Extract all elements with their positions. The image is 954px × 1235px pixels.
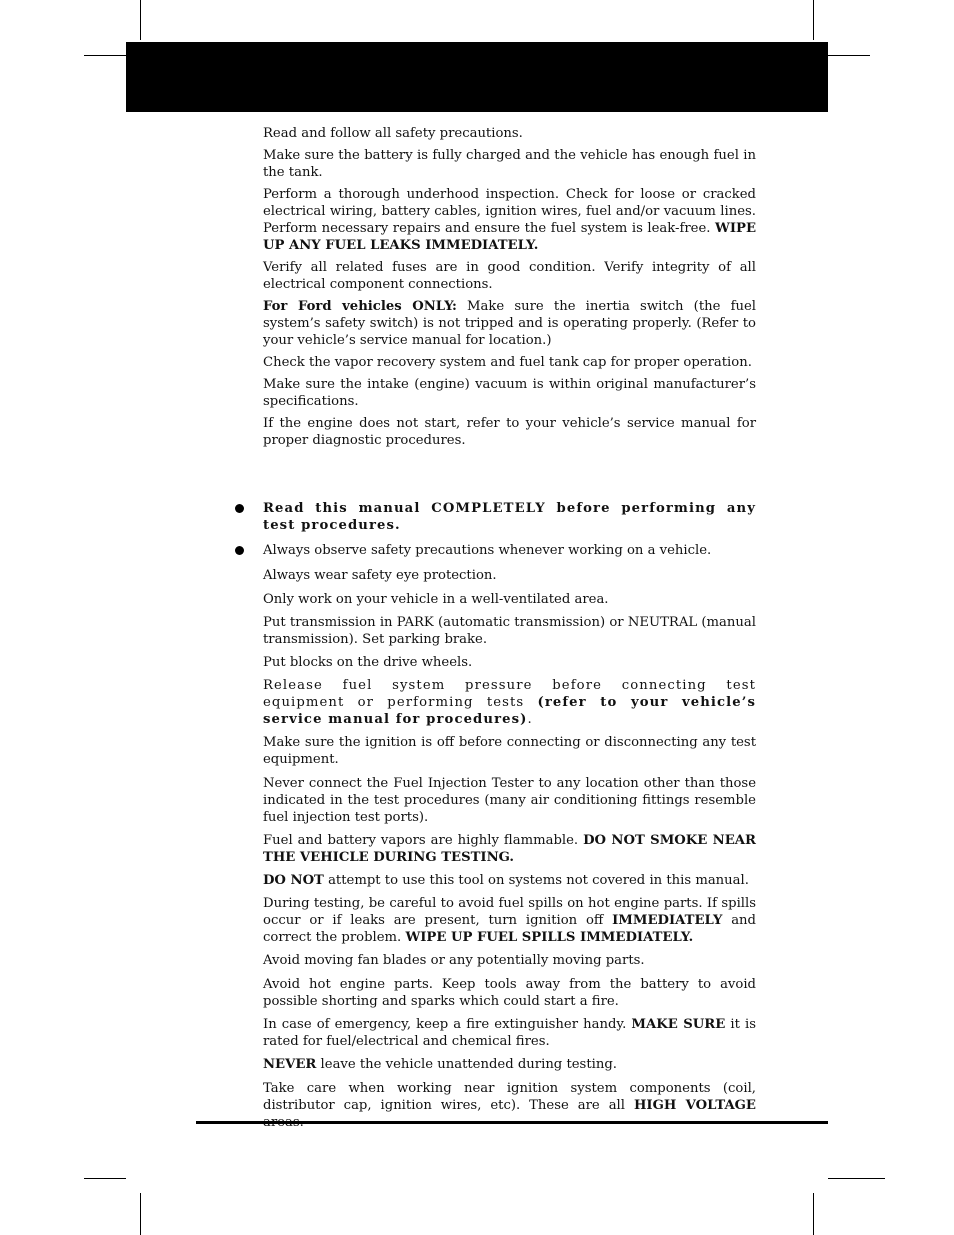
safety-item: In case of emergency, keep a fire extinguisher handy. MAKE SURE it is rated for fuel/electrical and chemical fires.: [263, 1017, 756, 1049]
crop-mark: [140, 1193, 141, 1235]
safety-item: Only work on your vehicle in a well-ventilated area.: [263, 592, 609, 607]
safety-item: Release fuel system pressure before connecting test equipment or performing tests (refer to your vehicle’s service manual for procedures).: [263, 678, 756, 727]
prep-paragraph: Read and follow all safety precautions.: [263, 126, 523, 141]
safety-item: Never connect the Fuel Injection Tester to any location other than those indicated in the test procedures (many air conditioning fittings resemble fuel injection test ports).: [263, 776, 756, 825]
safety-bullet: Always observe safety precautions whenever working on a vehicle.: [263, 543, 712, 558]
bullet-dot: [235, 504, 244, 513]
crop-mark: [813, 1193, 814, 1235]
prep-paragraph: Perform a thorough underhood inspection. Check for loose or cracked electrical wiring, battery cables, ignition wires, fuel and/or vacuum lines. Perform necessary repairs and ensure the fuel system is leak-free. WIPE UP ANY FUEL LEAKS IMMEDIATELY.: [263, 187, 756, 253]
safety-item: During testing, be careful to avoid fuel spills on hot engine parts. If spills occur or if leaks are present, turn ignition off IMMEDIATELY and correct the problem. WIPE UP FUEL SPILLS IMMEDIATELY.: [263, 896, 756, 945]
crop-mark: [84, 55, 126, 56]
crop-mark: [828, 1178, 885, 1179]
header-bar: [126, 42, 828, 112]
bullet-dot: [235, 546, 244, 555]
safety-item: Put transmission in PARK (automatic transmission) or NEUTRAL (manual transmission). Set parking brake.: [263, 615, 756, 647]
safety-item: DO NOT attempt to use this tool on systems not covered in this manual.: [263, 873, 749, 888]
safety-item: Put blocks on the drive wheels.: [263, 655, 473, 670]
crop-mark: [828, 55, 870, 56]
prep-paragraph: If the engine does not start, refer to your vehicle’s service manual for proper diagnostic procedures.: [263, 416, 756, 448]
safety-item: Take care when working near ignition system components (coil, distributor cap, ignition wires, etc). These are all HIGH VOLTAGE: [263, 1081, 756, 1113]
safety-bullet: Read this manual COMPLETELY before performing any test procedures.: [263, 501, 756, 533]
prep-paragraph: Verify all related fuses are in good condition. Verify integrity of all electrical component connections.: [263, 260, 756, 292]
prep-paragraph: For Ford vehicles ONLY: Make sure the inertia switch (the fuel system’s safety switch) is not tripped and is operating properly. (Refer to your vehicle’s service manual for location.): [263, 299, 756, 348]
prep-paragraph: Make sure the intake (engine) vacuum is within original manufacturer’s specifications.: [263, 377, 756, 409]
crop-mark: [813, 0, 814, 40]
safety-item: NEVER leave the vehicle unattended during testing.: [263, 1057, 617, 1072]
safety-item: Always wear safety eye protection.: [263, 568, 497, 583]
crop-mark: [140, 0, 141, 40]
footer-rule: [196, 1121, 828, 1124]
safety-item: Fuel and battery vapors are highly flammable. DO NOT SMOKE NEAR THE VEHICLE DURING TESTING.: [263, 833, 756, 865]
crop-mark: [84, 1178, 126, 1179]
safety-item: Avoid moving fan blades or any potentially moving parts.: [263, 953, 645, 968]
safety-item: Avoid hot engine parts. Keep tools away from the battery to avoid possible shorting and sparks which could start a fire.: [263, 977, 756, 1009]
prep-paragraph: Make sure the battery is fully charged and the vehicle has enough fuel in the tank.: [263, 148, 756, 180]
safety-item: Make sure the ignition is off before connecting or disconnecting any test equipment.: [263, 735, 756, 767]
prep-paragraph: Check the vapor recovery system and fuel tank cap for proper operation.: [263, 355, 752, 370]
